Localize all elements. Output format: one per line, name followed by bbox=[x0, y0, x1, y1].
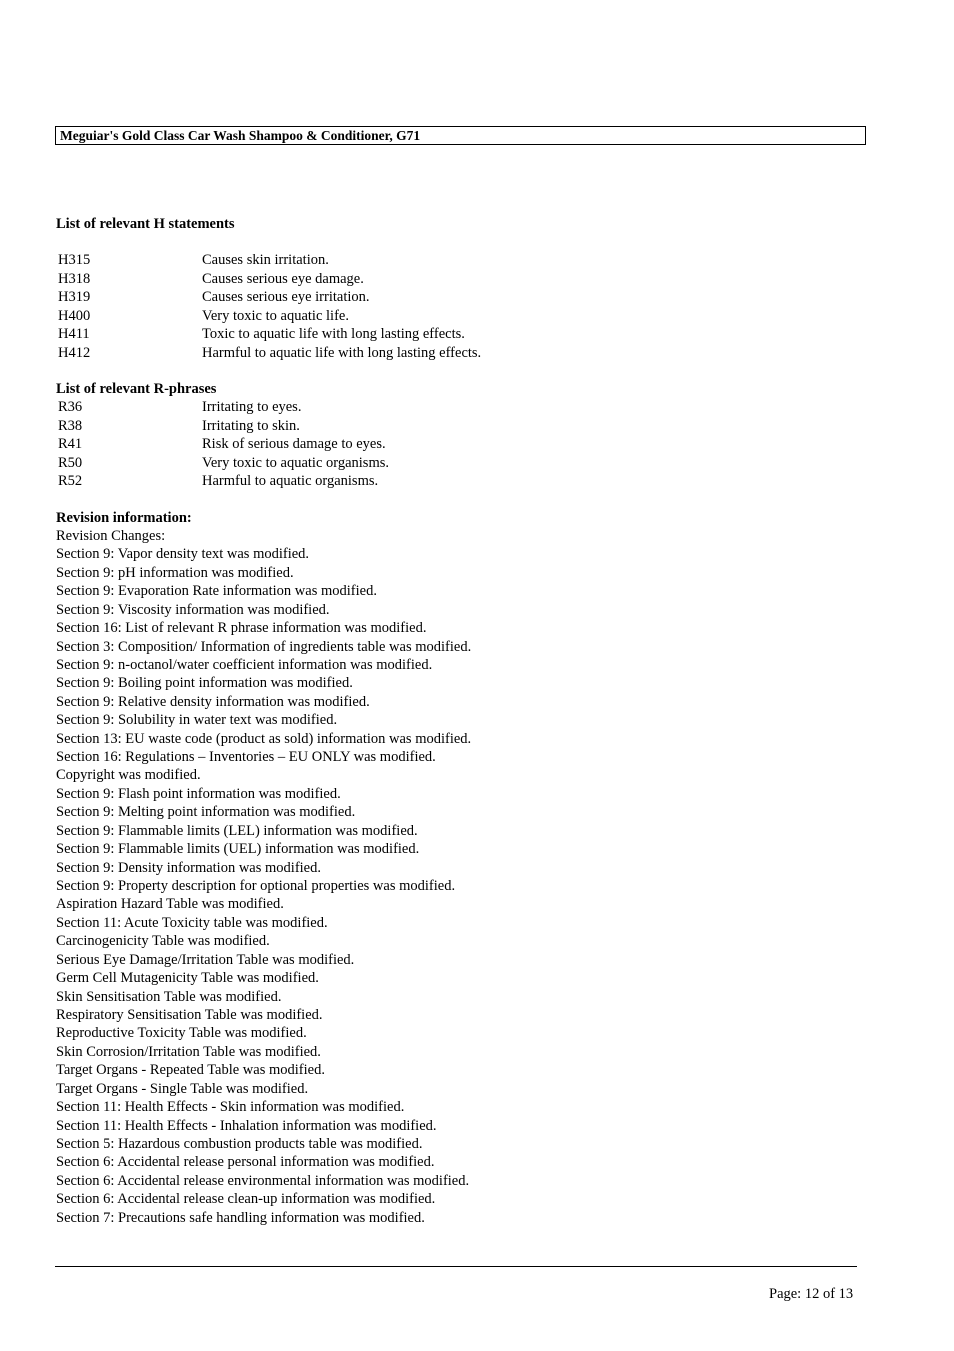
revision-line: Section 16: List of relevant R phrase information was modified. bbox=[56, 620, 427, 637]
revision-line: Section 11: Acute Toxicity table was modified. bbox=[56, 914, 328, 931]
r-phrase-text: Irritating to eyes. bbox=[202, 399, 302, 415]
r-phrase-code: R50 bbox=[58, 454, 83, 471]
r-phrase-text: Very toxic to aquatic organisms. bbox=[202, 454, 389, 471]
h-statement-code: H318 bbox=[58, 270, 91, 287]
revision-line: Target Organs - Repeated Table was modified. bbox=[56, 1062, 325, 1079]
r-phrase-code: R36 bbox=[58, 399, 83, 415]
h-statement-code: H315 bbox=[58, 252, 91, 268]
revision-line: Section 6: Accidental release environmental information was modified. bbox=[56, 1172, 470, 1189]
revision-line: Section 9: Flash point information was modified. bbox=[56, 785, 341, 802]
revision-line: Serious Eye Damage/Irritation Table was modified. bbox=[56, 951, 355, 968]
revision-line: Section 9: pH information was modified. bbox=[56, 564, 294, 581]
revision-line: Section 9: n-octanol/water coefficient information was modified. bbox=[56, 656, 433, 673]
r-phrase-text: Risk of serious damage to eyes. bbox=[202, 436, 386, 452]
revision-line: Revision Changes: bbox=[56, 528, 166, 544]
revision-line: Section 9: Viscosity information was modified. bbox=[56, 601, 330, 618]
revision-line: Section 11: Health Effects - Skin information was modified. bbox=[56, 1099, 405, 1116]
revision-line: Section 9: Vapor density text was modified. bbox=[56, 546, 310, 563]
h-statements-heading: List of relevant H statements bbox=[56, 216, 235, 232]
revision-line: Section 3: Composition/ Information of ingredients table was modified. bbox=[56, 638, 472, 655]
revision-line: Section 9: Density information was modified. bbox=[56, 859, 321, 876]
revision-line: Section 9: Evaporation Rate information was modified. bbox=[56, 583, 377, 600]
revision-line: Carcinogenicity Table was modified. bbox=[56, 933, 270, 950]
revision-line: Germ Cell Mutagenicity Table was modified. bbox=[56, 970, 319, 987]
revision-line: Respiratory Sensitisation Table was modified. bbox=[56, 1006, 323, 1023]
h-statement-code: H411 bbox=[58, 326, 90, 342]
revision-line: Skin Corrosion/Irritation Table was modified. bbox=[56, 1043, 321, 1060]
revision-line: Section 16: Regulations – Inventories – EU ONLY was modified. bbox=[56, 749, 436, 766]
revision-line: Section 9: Melting point information was modified. bbox=[56, 804, 356, 821]
r-phrases-heading: List of relevant R-phrases bbox=[56, 381, 217, 397]
revision-line: Copyright was modified. bbox=[56, 767, 201, 784]
h-statement-text: Causes serious eye irritation. bbox=[202, 289, 370, 305]
revision-line: Section 9: Property description for optional properties was modified. bbox=[56, 878, 456, 895]
revision-line: Section 9: Solubility in water text was modified. bbox=[56, 712, 338, 729]
product-title: Meguiar's Gold Class Car Wash Shampoo & Conditioner, G71 bbox=[60, 128, 421, 143]
revision-line: Target Organs - Single Table was modified. bbox=[56, 1080, 309, 1097]
r-phrase-text: Irritating to skin. bbox=[202, 417, 300, 434]
h-statement-code: H319 bbox=[58, 289, 91, 305]
r-phrase-code: R41 bbox=[58, 436, 83, 452]
h-statement-text: Toxic to aquatic life with long lasting effects. bbox=[202, 326, 465, 342]
h-statement-text: Very toxic to aquatic life. bbox=[202, 307, 349, 324]
revision-line: Section 13: EU waste code (product as sold) information was modified. bbox=[56, 730, 472, 747]
h-statement-code: H412 bbox=[58, 344, 91, 361]
revision-line: Section 6: Accidental release personal information was modified. bbox=[56, 1154, 435, 1171]
revision-line: Section 9: Relative density information was modified. bbox=[56, 693, 370, 710]
revision-line: Section 5: Hazardous combustion products table was modified. bbox=[56, 1135, 423, 1152]
r-phrase-text: Harmful to aquatic organisms. bbox=[202, 473, 379, 489]
revision-line: Section 9: Boiling point information was modified. bbox=[56, 675, 353, 692]
revision-line: Skin Sensitisation Table was modified. bbox=[56, 988, 282, 1005]
revision-heading: Revision information: bbox=[56, 510, 192, 526]
revision-line: Reproductive Toxicity Table was modified. bbox=[56, 1025, 307, 1042]
footer-divider bbox=[55, 1266, 857, 1267]
h-statement-text: Harmful to aquatic life with long lasting effects. bbox=[202, 344, 482, 361]
revision-line: Section 9: Flammable limits (LEL) information was modified. bbox=[56, 822, 418, 839]
page-number: Page: 12 of 13 bbox=[769, 1286, 854, 1302]
h-statement-code: H400 bbox=[58, 307, 91, 324]
r-phrase-code: R38 bbox=[58, 417, 83, 434]
revision-line: Section 7: Precautions safe handling information was modified. bbox=[56, 1209, 425, 1226]
h-statement-text: Causes serious eye damage. bbox=[202, 270, 364, 287]
document-header bbox=[55, 126, 866, 145]
r-phrase-code: R52 bbox=[58, 473, 83, 489]
h-statement-text: Causes skin irritation. bbox=[202, 252, 329, 268]
revision-changes-list bbox=[56, 527, 471, 1227]
revision-line: Aspiration Hazard Table was modified. bbox=[56, 896, 284, 913]
revision-line: Section 6: Accidental release clean-up information was modified. bbox=[56, 1191, 436, 1208]
revision-line: Section 9: Flammable limits (UEL) information was modified. bbox=[56, 841, 420, 858]
revision-line: Section 11: Health Effects - Inhalation information was modified. bbox=[56, 1117, 437, 1134]
